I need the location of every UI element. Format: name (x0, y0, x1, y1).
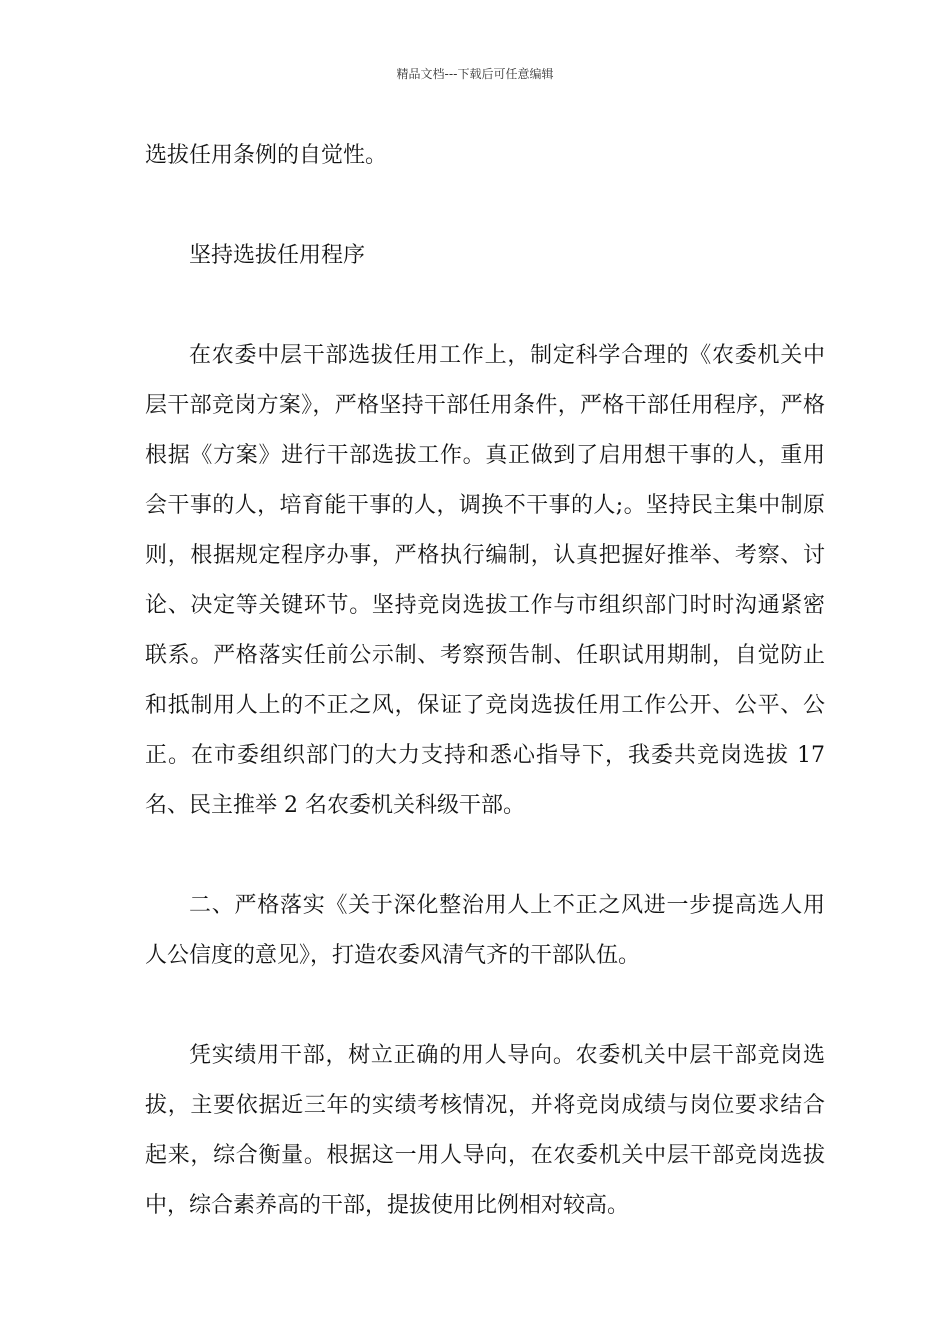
document-body (145, 131, 825, 1231)
paragraph-gap (145, 281, 825, 331)
page-header: 精品文档---下载后可任意编辑 (396, 67, 554, 81)
paragraph-section-two: 二、严格落实《关于深化整治用人上不正之风进一步提高选人用人公信度的意见》，打造农委风清气齐的干部队伍。 (145, 893, 825, 968)
paragraph-continuation: 选拔任用条例的自觉性。 (145, 143, 388, 168)
paragraph-gap (145, 831, 825, 881)
paragraph-selection-procedure: 在农委中层干部选拔任用工作上，制定科学合理的《农委机关中层干部竞岗方案》，严格坚持干部任用条件，严格干部任用程序，严格根据《方案》进行干部选拔工作。真正做到了启用想干事的人，重用会干事的人，培育能干事的人，调换不干事的人;。坚持民主集中制原则，根据规定程序办事，严格执行编制，认真把握好推举、考察、讨论、决定等关键环节。坚持竞岗选拔工作与市组织部门时时沟通紧密联系。严格落实任前公示制、考察预告制、任职试用期制，自觉防止和抵制用人上的不正之风，保证了竞岗选拔任用工作公开、公平、公正。在市委组织部门的大力支持和悉心指导下，我委共竞岗选拔 17 名、民主推举 2 名农委机关科级干部。 (145, 343, 825, 818)
paragraph-gap (145, 981, 825, 1031)
paragraph-gap (145, 181, 825, 231)
section-heading: 坚持选拔任用程序 (189, 243, 366, 268)
paragraph-performance-based: 凭实绩用干部，树立正确的用人导向。农委机关中层干部竞岗选拔，主要依据近三年的实绩考核情况，并将竞岗成绩与岗位要求结合起来，综合衡量。根据这一用人导向，在农委机关中层干部竞岗选拔中，综合素养高的干部，提拔使用比例相对较高。 (145, 1043, 825, 1218)
